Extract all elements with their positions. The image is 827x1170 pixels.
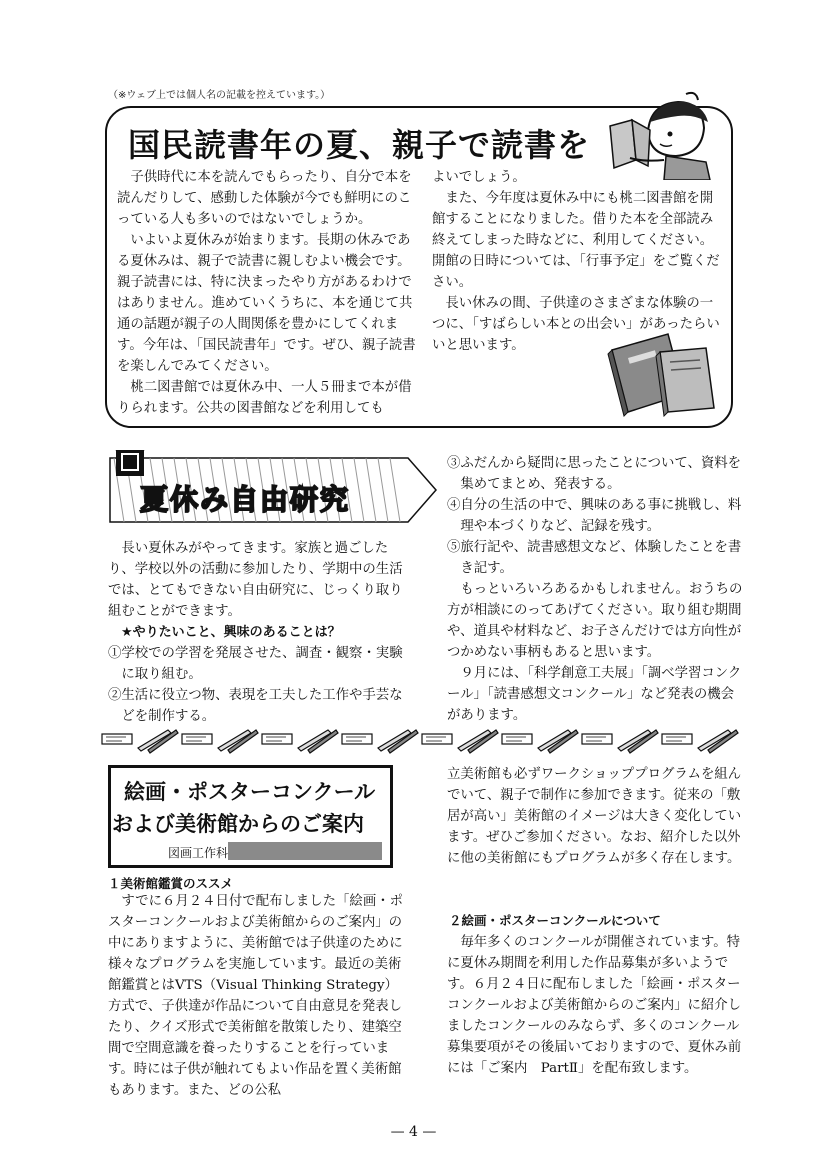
paragraph: ９月には、「科学創意工夫展」「調べ学習コンクール」「読書感想文コンクール」など発表の機会があります。 [447, 666, 742, 723]
list-item: ②生活に役立つ物、表現を工夫した工作や手芸などを制作する。 [108, 688, 403, 724]
paragraph: 桃二図書館では夏休み中、一人５冊まで本が借りられます。公共の図書館などを利用しても [117, 380, 412, 416]
paragraph-continuation: よいでしょう。 [432, 170, 526, 185]
paragraph: 毎年多くのコンクールが開催されています。特に夏休み期間を利用した作品募集が多いようです。６月２４日に配布しました「絵画・ポスターコンクールおよび美術館からのご案内」に紹介しましたコンクールのみならず、多くのコンクール募集要項がその後届いておりますので、夏休み前には「ご案内 PartⅡ」を配布致します。 [447, 935, 742, 1076]
paragraph-continuation: 立美術館も必ずワークショッププログラムを組んでいて、親子で制作に参加できます。従来の「敷居が高い」美術館のイメージは大きく変化しています。ぜひご参加ください。なお、紹介した以外に他の美術館にもプログラムが多く存在します。 [447, 767, 742, 866]
paragraph: 子供時代に本を読んでもらったり、自分で本を読んだりして、感動した体験が今でも鮮明にのこっている人も多いのではないでしょうか。 [117, 170, 412, 227]
page-number: — 4 — [390, 1124, 437, 1140]
museum-section-right-column [447, 764, 747, 869]
reading-boy-illustration [600, 80, 712, 180]
paragraph: いよいよ夏休みが始まります。長期の休みである夏休みは、親子で読書に親しむよい機会です。親子読書には、特に決まったやり方があるわけではありません。進めていくうちに、本を通じて共通の話題が親子の人間関係を豊かにしてくれます。今年は、「国民読書年」です。ぜひ、親子読書を楽しんでみてください。 [117, 233, 416, 374]
paragraph: すでに６月２４日付で配布しました「絵画・ポスターコンクールおよび美術館からのご案内」の中にありますように、美術館では子供達のために様々なプログラムを実施しています。最近の美術館鑑賞とはVTS（Visual Thinking Strategy）方式で、子供達が作品について自由意見を発表したり、クイズ形式で美術館を散策したり、建築空間で空間意識を養ったりすることを行っています。時には子供が触れてもよい作品を置く美術館もあります。また、どの公私 [108, 894, 403, 1098]
art-contest-title-line2: および美術館からのご案内 [112, 812, 364, 836]
reading-article-title: 国民読書年の夏、親子で読書を [128, 126, 591, 164]
contest-section-column [447, 932, 747, 1079]
list-item: ⑤旅行記や、読書感想文など、体験したことを書き記す。 [447, 540, 742, 576]
subheading: ★やりたいこと、興味のあることは？ [121, 625, 341, 640]
museum-section-left-column [108, 891, 408, 1101]
art-contest-title-line1: 絵画・ポスターコンクール [124, 780, 376, 804]
section-heading: ２絵画・ポスターコンクールについて [449, 913, 661, 928]
list-item: ③ふだんから疑問に思ったことについて、資料を集めてまとめ、発表する。 [447, 456, 742, 492]
redacted-name [228, 842, 382, 860]
paragraph: 長い休みの間、子供達のさまざまな体験の一つに、「すばらしい本との出会い」があったらいいと思います。 [432, 296, 720, 353]
section-heading: １美術館鑑賞のススメ [108, 876, 234, 891]
free-research-title: 夏休み自由研究 [140, 483, 351, 516]
free-research-right-column [447, 453, 747, 726]
list-item: ①学校での学習を発展させた、調査・観察・実験に取り組む。 [108, 646, 403, 682]
paragraph: また、今年度は夏休み中にも桃二図書館を開館することになりました。借りた本を全部読み終えてしまった時などに、利用してください。開館の日時については、「行事予定」をご覧ください。 [432, 191, 720, 290]
stationery-divider [100, 724, 740, 754]
list-item: ④自分の生活の中で、興味のある事に挑戦し、料理や本づくりなど、記録を残す。 [447, 498, 742, 534]
books-illustration [598, 322, 728, 417]
free-research-left-column [108, 538, 408, 727]
department-label: 図画工作科 [168, 846, 229, 860]
reading-article-left-column [117, 167, 417, 419]
web-notice: （※ウェブ上では個人名の記載を控えています。） [108, 90, 331, 101]
paragraph: 長い夏休みがやってきます。家族と過ごしたり、学校以外の活動に参加したり、学期中の生活では、とてもできない自由研究に、じっくり取り組むことができます。 [108, 541, 403, 619]
paragraph: もっといろいろあるかもしれません。おうちの方が相談にのってあげてください。取り組む期間や、道具や材料など、お子さんだけでは方向性がつかめない事柄もあると思います。 [447, 582, 743, 660]
